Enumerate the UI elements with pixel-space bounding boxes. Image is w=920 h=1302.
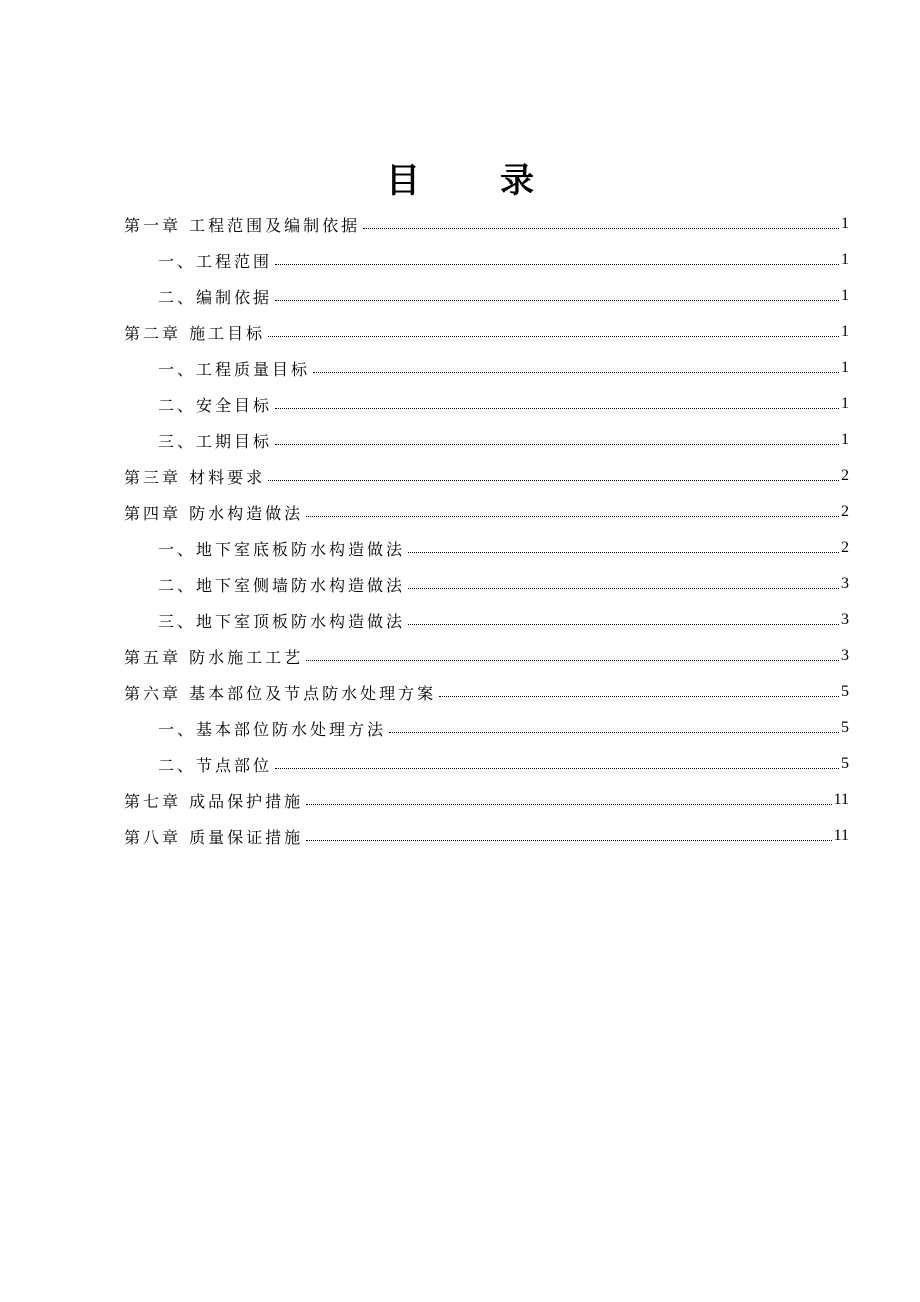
toc-entry-label: 一、工程质量目标	[158, 359, 311, 379]
toc-entry-label: 二、地下室侧墙防水构造做法	[158, 575, 406, 595]
toc-page-number: 1	[841, 215, 849, 232]
toc-entry-label: 第二章 施工目标	[124, 323, 266, 343]
toc-leader-dots	[389, 720, 839, 733]
toc-leader-dots	[306, 648, 839, 661]
toc-entry[interactable]	[124, 638, 849, 674]
toc-entry-label: 第三章 材料要求	[124, 467, 266, 487]
toc-entry-label: 第四章 防水构造做法	[124, 503, 304, 523]
toc-leader-dots	[408, 540, 839, 553]
toc-page-number: 2	[841, 503, 849, 520]
toc-leader-dots	[275, 288, 839, 301]
toc-entry-label: 第六章 基本部位及节点防水处理方案	[124, 683, 437, 703]
toc-page-number: 5	[841, 683, 849, 700]
toc-page-number: 5	[841, 755, 849, 772]
toc-entry-label: 二、编制依据	[158, 287, 273, 307]
title-char-2: 录	[500, 161, 534, 201]
toc-entry-label: 一、地下室底板防水构造做法	[158, 539, 406, 559]
toc-entry[interactable]	[158, 350, 849, 386]
toc-entry[interactable]	[124, 206, 849, 242]
toc-entry[interactable]	[158, 746, 849, 782]
toc-leader-dots	[306, 504, 839, 517]
toc-entry-label: 第一章 工程范围及编制依据	[124, 215, 361, 235]
toc-entry-label: 三、地下室顶板防水构造做法	[158, 611, 406, 631]
toc-entry[interactable]	[158, 710, 849, 746]
toc-page-number: 1	[841, 431, 849, 448]
toc-page-number: 11	[833, 791, 849, 808]
toc-entry[interactable]	[124, 494, 849, 530]
toc-entry[interactable]	[158, 278, 849, 314]
toc-entry[interactable]	[158, 386, 849, 422]
toc-page-number: 5	[841, 719, 849, 736]
toc-leader-dots	[268, 324, 839, 337]
title-char-1: 目	[386, 161, 420, 201]
toc-page-number: 1	[841, 395, 849, 412]
toc-page-number: 3	[841, 611, 849, 628]
toc-entry-label: 一、基本部位防水处理方法	[158, 719, 387, 739]
toc-page-number: 1	[841, 251, 849, 268]
toc-entry[interactable]	[158, 422, 849, 458]
toc-entry[interactable]	[158, 242, 849, 278]
toc-leader-dots	[408, 576, 839, 589]
toc-leader-dots	[306, 828, 832, 841]
toc-entry-label: 第八章 质量保证措施	[124, 827, 304, 847]
toc-entry-label: 二、节点部位	[158, 755, 273, 775]
toc-entry[interactable]	[158, 602, 849, 638]
toc-entry-label: 三、工期目标	[158, 431, 273, 451]
toc-entry[interactable]	[124, 458, 849, 494]
toc-entry[interactable]	[158, 530, 849, 566]
toc-entry-label: 一、工程范围	[158, 251, 273, 271]
toc-entry[interactable]	[158, 566, 849, 602]
toc-page-number: 2	[841, 467, 849, 484]
toc-leader-dots	[408, 612, 839, 625]
toc-leader-dots	[268, 468, 839, 481]
toc-leader-dots	[275, 432, 839, 445]
toc-page-number: 1	[841, 287, 849, 304]
toc-entry[interactable]	[124, 818, 849, 854]
toc-entry[interactable]	[124, 674, 849, 710]
toc-leader-dots	[306, 792, 832, 805]
toc-leader-dots	[363, 216, 839, 229]
page-title	[0, 156, 920, 206]
toc-entry-label: 二、安全目标	[158, 395, 273, 415]
toc-leader-dots	[313, 360, 839, 373]
toc-entry-label: 第七章 成品保护措施	[124, 791, 304, 811]
toc-entry-label: 第五章 防水施工工艺	[124, 647, 304, 667]
toc-entry[interactable]	[124, 314, 849, 350]
toc-page-number: 1	[841, 359, 849, 376]
toc-page-number: 11	[833, 827, 849, 844]
toc-page-number: 1	[841, 323, 849, 340]
toc-page-number: 3	[841, 575, 849, 592]
toc-page-number: 3	[841, 647, 849, 664]
toc-leader-dots	[275, 252, 839, 265]
toc-leader-dots	[439, 684, 839, 697]
toc-leader-dots	[275, 756, 839, 769]
toc-entry[interactable]	[124, 782, 849, 818]
toc-page-number: 2	[841, 539, 849, 556]
toc-leader-dots	[275, 396, 839, 409]
